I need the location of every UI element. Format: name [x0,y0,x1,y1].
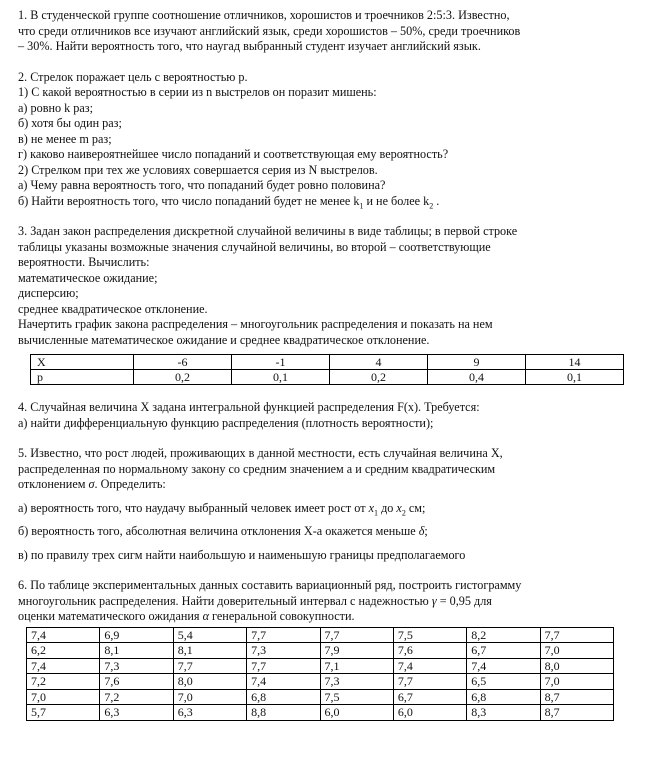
table-row [27,674,614,690]
task-3-outro-line: Начертить график закона распределения – многоугольник распределения и показать на нем [18,317,493,331]
table-cell: 7,4 [27,627,100,643]
table-cell: 6,7 [393,689,466,705]
table-cell: 7,0 [540,643,613,659]
gamma-symbol: γ [431,593,437,608]
task-2-item-a2: а) Чему равна вероятность того, что попаданий будет ровно половина? [18,178,386,192]
subscript: 2 [429,200,434,210]
task-5-line: распределенная по нормальному закону со средним значением a и средним квадратическим [18,461,496,476]
text: а) вероятность того, что наудачу выбранный человек имеет рост от [18,500,369,515]
sigma-symbol: σ [88,477,95,491]
text: б) Найти вероятность того, что число попаданий будет не менее k [18,193,360,208]
task-3-outro-line: вычисленные математическое ожидание и среднее квадратическое отклонение. [18,332,430,347]
table-cell: 0,4 [428,370,526,385]
text: многоугольник распределения. Найти доверительный интервал с надежностью [18,593,432,608]
table-cell-label: p [31,370,134,385]
table-cell: 6,8 [467,689,540,705]
table-cell: 8,1 [173,643,246,659]
table-row [27,689,614,705]
table-cell: 7,6 [100,674,173,690]
task-6-line [18,594,628,610]
task-5-item-a [18,501,628,517]
task-5-item-c: в) по правилу трех сигм найти наибольшую и наименьшую границы предполагаемого [18,547,466,562]
table-cell: 6,0 [393,705,466,721]
table-cell: 0,1 [232,370,330,385]
task-1 [18,8,628,55]
table-cell: 7,7 [247,658,320,674]
table-cell: 7,5 [393,627,466,643]
task-2-item-b2 [18,194,628,210]
task-2-item-d: г) каково наивероятнейшее число попаданий и соответствующая ему вероятность? [18,147,449,161]
table-cell: 7,7 [540,627,613,643]
table-cell: 7,4 [27,658,100,674]
table-cell: 7,3 [247,643,320,659]
task-3-intro-line: вероятности. Вычислить: [18,255,150,269]
distribution-table [30,354,624,385]
table-cell: 8,2 [467,627,540,643]
table-row-x [31,355,624,370]
subscript: 1 [374,507,379,517]
table-cell: 7,7 [393,674,466,690]
task-3-intro-line: таблицы указаны возможные значения случайной величины, во второй – соответствующие [18,239,491,254]
text: = 0,95 для [436,593,492,608]
task-2-question-2: 2) Стрелком при тех же условиях совершается серия из N выстрелов. [18,162,378,177]
table-cell: 7,2 [27,674,100,690]
table-cell: 7,7 [247,627,320,643]
math-var: x [368,500,375,515]
table-cell: 5,7 [27,705,100,721]
task-2 [18,70,628,210]
task-5-line [18,477,628,493]
task-2-title: 2. Стрелок поражает цель с вероятностью p. [18,69,248,84]
task-1-line: 1. В студенческой группе соотношение отличников, хорошистов и троечников 2:5:3. Известно, [18,8,510,22]
table-cell: 0,1 [526,370,624,385]
task-3 [18,224,628,385]
table-cell: 7,7 [320,627,393,643]
task-2-question-1: 1) С какой вероятностью в серии из n выстрелов он поразит мишень: [18,85,377,99]
task-3-item: дисперсию; [18,286,79,300]
math-var: x [396,500,402,515]
task-6-line: 6. По таблице экспериментальных данных составить вариационный ряд, построить гистограмму [18,578,522,592]
text: и не более k [363,193,430,208]
table-cell: 7,4 [467,658,540,674]
task-4-line: а) найти дифференциальную функцию распределения (плотность вероятности); [18,415,434,430]
table-cell: 6,2 [27,643,100,659]
table-cell: 7,4 [247,674,320,690]
table-cell: 7,0 [27,689,100,705]
table-cell: 7,3 [320,674,393,690]
table-cell: 7,3 [100,658,173,674]
table-cell: 0,2 [330,370,428,385]
table-cell: 4 [330,355,428,370]
text: оценки математического ожидания [18,609,203,623]
table-cell: 14 [526,355,624,370]
task-5-item-b [18,524,628,540]
text: . Определить: [94,477,166,491]
document-page [18,8,628,721]
table-cell: 8,3 [467,705,540,721]
text: см; [405,500,426,515]
table-cell: -6 [134,355,232,370]
text: . [433,193,440,208]
table-cell: 6,3 [100,705,173,721]
alpha-symbol: α [202,609,209,623]
table-cell: 7,6 [393,643,466,659]
text: генеральной совокупности. [209,609,355,623]
task-1-line: что среди отличников все изучают английский язык, среди хорошистов – 50%, среди троечников [18,23,521,38]
experimental-data-table [26,627,614,721]
table-cell: 6,9 [100,627,173,643]
table-cell: 7,0 [540,674,613,690]
subscript: 1 [359,200,364,210]
table-cell: 9 [428,355,526,370]
table-cell-label: X [31,355,134,370]
table-cell: 8,1 [100,643,173,659]
table-cell: 6,5 [467,674,540,690]
task-3-item: среднее квадратическое отклонение. [18,301,208,316]
table-cell: 6,3 [173,705,246,721]
text: отклонением [18,477,89,491]
table-row [27,643,614,659]
table-cell: 6,0 [320,705,393,721]
task-6 [18,578,628,721]
table-row [27,705,614,721]
table-cell: 0,2 [134,370,232,385]
task-1-line: – 30%. Найти вероятность того, что наугад выбранный студент изучает английский язык. [18,39,481,53]
task-3-intro-line: 3. Задан закон распределения дискретной случайной величины в виде таблицы; в первой строке [18,224,518,238]
table-cell: 8,0 [540,658,613,674]
table-cell: 7,7 [173,658,246,674]
table-cell: 6,8 [247,689,320,705]
table-cell: 7,0 [173,689,246,705]
table-cell: 6,7 [467,643,540,659]
task-4 [18,400,628,431]
task-2-item-c: в) не менее m раз; [18,131,112,146]
table-row [27,627,614,643]
text: б) вероятность того, абсолютная величина отклонения X-a окажется меньше [18,524,419,538]
task-2-item-b: б) хотя бы один раз; [18,116,122,130]
table-cell: 7,5 [320,689,393,705]
task-5-line: 5. Известно, что рост людей, проживающих в данной местности, есть случайная величина X, [18,446,503,460]
table-row-p [31,370,624,385]
table-cell: 8,7 [540,689,613,705]
table-cell: 8,7 [540,705,613,721]
task-6-line [18,609,628,625]
text: до [378,500,397,515]
delta-symbol: δ [418,524,425,538]
table-cell: 8,8 [247,705,320,721]
subscript: 2 [401,507,406,517]
text: ; [424,524,428,538]
task-2-item-a: а) ровно k раз; [18,100,93,115]
table-cell: 7,1 [320,658,393,674]
table-cell: 7,2 [100,689,173,705]
task-4-line: 4. Случайная величина X задана интегральной функцией распределения F(x). Требуется: [18,400,480,414]
task-5 [18,446,628,563]
task-3-item: математическое ожидание; [18,270,158,285]
table-row [27,658,614,674]
table-cell: 7,9 [320,643,393,659]
table-cell: 7,4 [393,658,466,674]
table-cell: -1 [232,355,330,370]
table-cell: 8,0 [173,674,246,690]
table-cell: 5,4 [173,627,246,643]
